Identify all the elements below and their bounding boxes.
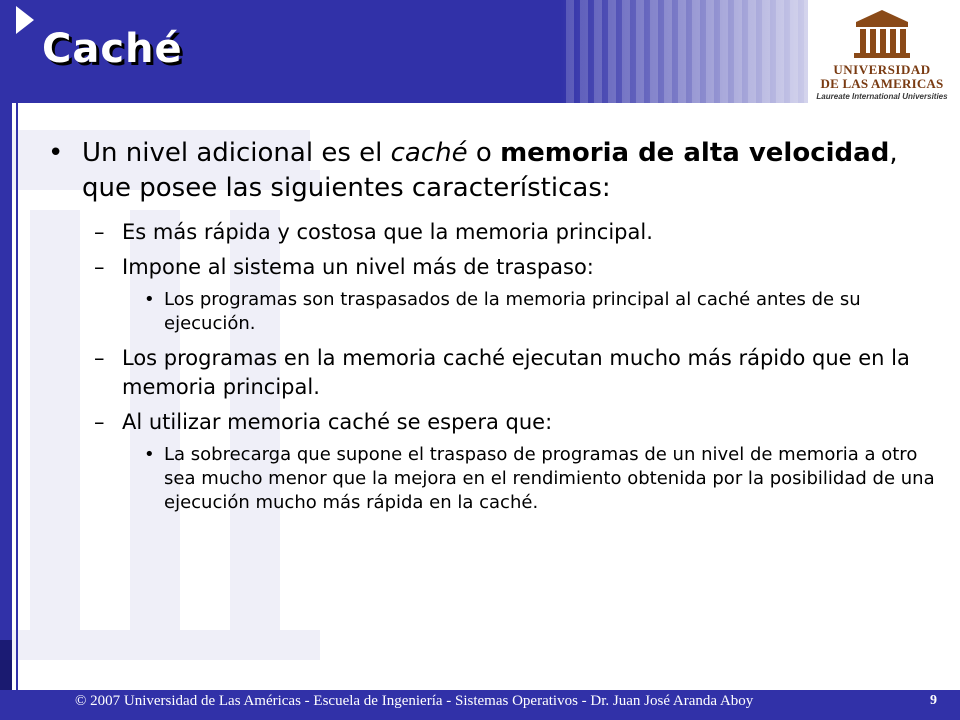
sub-bullet-3 [48, 344, 938, 402]
bullet-icon: • [48, 138, 64, 168]
emphasis-memoria: memoria de alta velocidad [500, 138, 890, 168]
building-icon [812, 8, 952, 62]
sub-bullet-1 [48, 218, 938, 247]
bullet-main [48, 136, 938, 206]
header-arrow-icon [16, 6, 34, 34]
footer-copyright: © 2007 Universidad de Las Américas - Escuela de Ingeniería - Sistemas Operativos - Dr. Juan José Aranda Aboy [75, 693, 754, 709]
page-number: 9 [930, 693, 937, 708]
text-segment: Un nivel adicional es el [82, 138, 391, 168]
dash-icon: – [94, 346, 105, 370]
dash-icon: – [94, 220, 105, 244]
page-title: Caché [42, 26, 183, 72]
emphasis-cache: caché [390, 138, 468, 168]
sub-sub-bullet-1 [48, 288, 938, 336]
sub-bullet-2 [48, 253, 938, 282]
text-segment: o [467, 138, 501, 168]
sub-sub-bullet-text: La sobrecarga que supone el traspaso de programas de un nivel de memoria a otro sea mucho menor que la mejora en el rendimiento obtenida por la posibilidad de una ejecución mucho más rápida en la caché. [164, 444, 935, 513]
sub-bullet-text: Los programas en la memoria caché ejecutan mucho más rápido que en la memoria principal. [122, 346, 910, 399]
sub-bullet-4 [48, 408, 938, 437]
header-fade-decoration [560, 0, 808, 103]
sub-bullet-text: Impone al sistema un nivel más de traspaso: [122, 255, 594, 279]
logo-text-line3: Laureate International Universities [816, 92, 948, 101]
logo-text-line1: UNIVERSIDAD [833, 62, 931, 77]
text-segment: , que posee las siguientes características: [82, 138, 898, 203]
sub-sub-bullet-2 [48, 443, 938, 515]
sub-bullet-text: Es más rápida y costosa que la memoria principal. [122, 220, 653, 244]
dash-icon: – [94, 255, 105, 279]
slide-content [48, 136, 938, 523]
bullet-icon: • [144, 289, 155, 310]
logo-text-line2: DE LAS AMERICAS [820, 76, 944, 91]
sub-bullet-text: Al utilizar memoria caché se espera que: [122, 410, 553, 434]
dash-icon: – [94, 410, 105, 434]
university-logo [812, 8, 952, 100]
bullet-icon: • [144, 444, 155, 465]
sub-sub-bullet-text: Los programas son traspasados de la memoria principal al caché antes de su ejecución. [164, 289, 861, 334]
